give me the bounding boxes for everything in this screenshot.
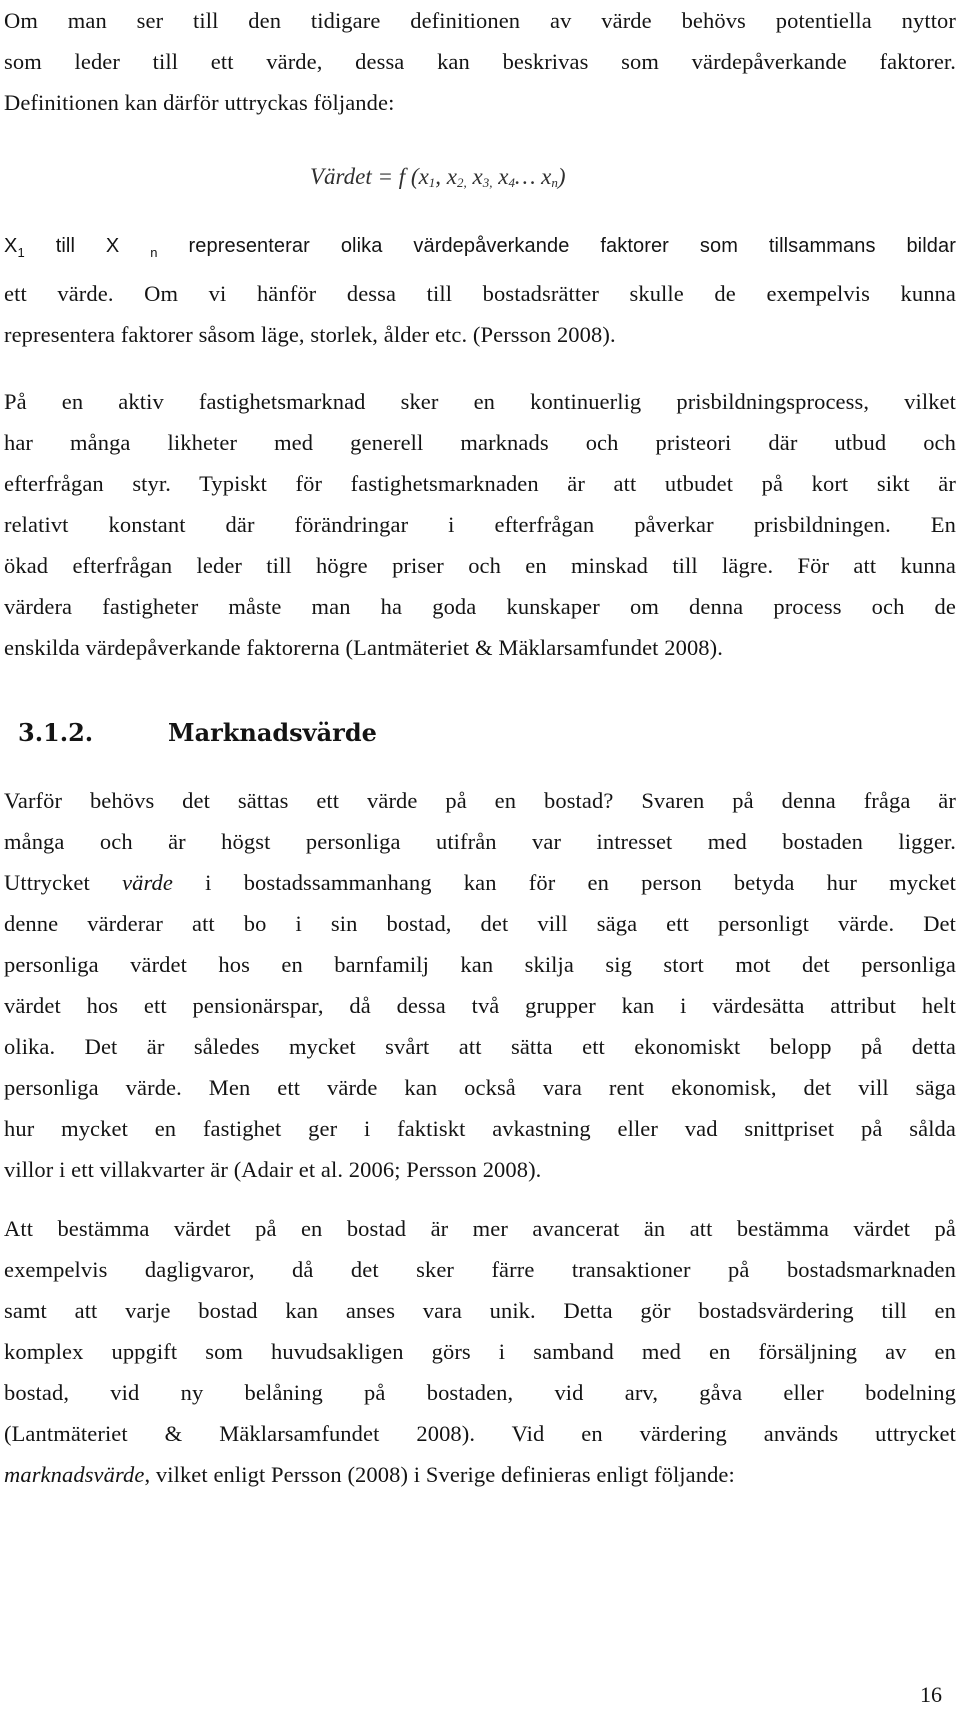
text-line: olika. Det är således mycket svårt att sätta ett ekonomiskt belopp på detta [4,1034,956,1059]
value-formula [310,164,566,191]
text-line: efterfrågan styr. Typiskt för fastighetsmarknaden är att utbudet på kort sikt är [4,471,956,496]
text-line: exempelvis dagligvaror, då det sker färre transaktioner på bostadsmarknaden [4,1257,956,1282]
text-line [4,226,956,273]
text-line: värdet hos ett pensionärspar, då dessa två grupper kan i värdesätta attribut helt [4,993,956,1018]
text-fragment: X [4,235,18,257]
formula-subscript: 1 [428,175,436,190]
text-fragment: Uttrycket [4,870,123,895]
text-line: Att bestämma värdet på en bostad är mer avancerat än att bestämma värdet på [4,1216,956,1241]
paragraph-price-formation [4,381,956,668]
subscript: 1 [17,245,25,260]
text-line: Definitionen kan därför uttryckas följande: [4,90,395,115]
text-line: På en aktiv fastighetsmarknad sker en kontinuerlig prisbildningsprocess, vilket [4,389,956,414]
text-fragment: till X [24,235,151,257]
text-line: enskilda värdepåverkande faktorerna (Lantmäteriet & Mäklarsamfundet 2008). [4,635,723,660]
formula-subscript: 3, [482,175,493,190]
text-fragment: representerar olika värdepåverkande faktorer som tillsammans bildar [157,235,956,257]
text-line: villor i ett villakvarter är (Adair et al. 2006; Persson 2008). [4,1157,542,1182]
text-line: komplex uppgift som huvudsakligen görs i samband med en försäljning av en [4,1339,956,1364]
formula-subscript: n [551,175,558,190]
text-line: (Lantmäteriet & Mäklarsamfundet 2008). Vid en värdering används uttrycket [4,1421,956,1446]
formula-text: ) [557,164,566,189]
formula-text: , x [435,164,457,189]
emphasis-term: marknadsvärde [4,1462,145,1487]
formula-text: x [466,164,483,189]
text-line: har många likheter med generell marknads och pristeori där utbud och [4,430,956,455]
text-line [4,1454,956,1495]
formula-text: x [492,164,509,189]
formula-subscript: 4 [508,175,515,190]
text-line: ett värde. Om vi hänför dessa till bostadsrätter skulle de exempelvis kunna [4,281,956,306]
section-number: 3.1.2. [18,718,94,747]
text-line: personliga värdet hos en barnfamilj kan skilja sig stort mot det personliga [4,952,956,977]
section-heading [18,718,377,747]
text-line: samt att varje bostad kan anses vara unik. Detta gör bostadsvärdering till en [4,1298,956,1323]
section-title: Marknadsvärde [168,718,377,747]
paragraph-factor-definition [4,226,956,355]
formula-text: Värdet = f (x [310,164,429,189]
text-line: representera faktorer såsom läge, storlek, ålder etc. (Persson 2008). [4,322,616,347]
text-fragment: , vilket enligt Persson (2008) i Sverige definieras enligt följande: [144,1462,735,1487]
page-number: 16 [920,1682,942,1707]
formula-subscript: 2, [457,175,467,190]
paragraph-market-value-definition [4,1208,956,1495]
text-line: Om man ser till den tidigare definitionen av värde behövs potentiella nyttor [4,8,956,33]
paragraph-value-factors [4,0,956,123]
text-line: Varför behövs det sättas ett värde på en bostad? Svaren på denna fråga är [4,788,956,813]
text-fragment: i bostadssammanhang kan för en person betyda hur mycket [172,870,956,895]
formula-text: … x [514,164,552,189]
text-line: som leder till ett värde, dessa kan beskrivas som värdepåverkande faktorer. [4,49,956,74]
text-line: denne värderar att bo i sin bostad, det vill säga ett personligt värde. Det [4,911,956,936]
subscript: n [150,245,158,260]
text-line: värdera fastigheter måste man ha goda kunskaper om denna process och de [4,594,956,619]
text-line: relativt konstant där förändringar i efterfrågan påverkar prisbildningen. En [4,512,956,537]
emphasis-term: värde [122,870,173,895]
text-line: ökad efterfrågan leder till högre priser och en minskad till lägre. För att kunna [4,553,956,578]
paragraph-why-value [4,780,956,1190]
text-line: hur mycket en fastighet ger i faktiskt avkastning eller vad snittpriset på sålda [4,1116,956,1141]
text-line: bostad, vid ny belåning på bostaden, vid arv, gåva eller bodelning [4,1380,956,1405]
text-line: många och är högst personliga utifrån var intresset med bostaden ligger. [4,829,956,854]
text-line [4,862,956,903]
text-line: personliga värde. Men ett värde kan också vara rent ekonomisk, det vill säga [4,1075,956,1100]
